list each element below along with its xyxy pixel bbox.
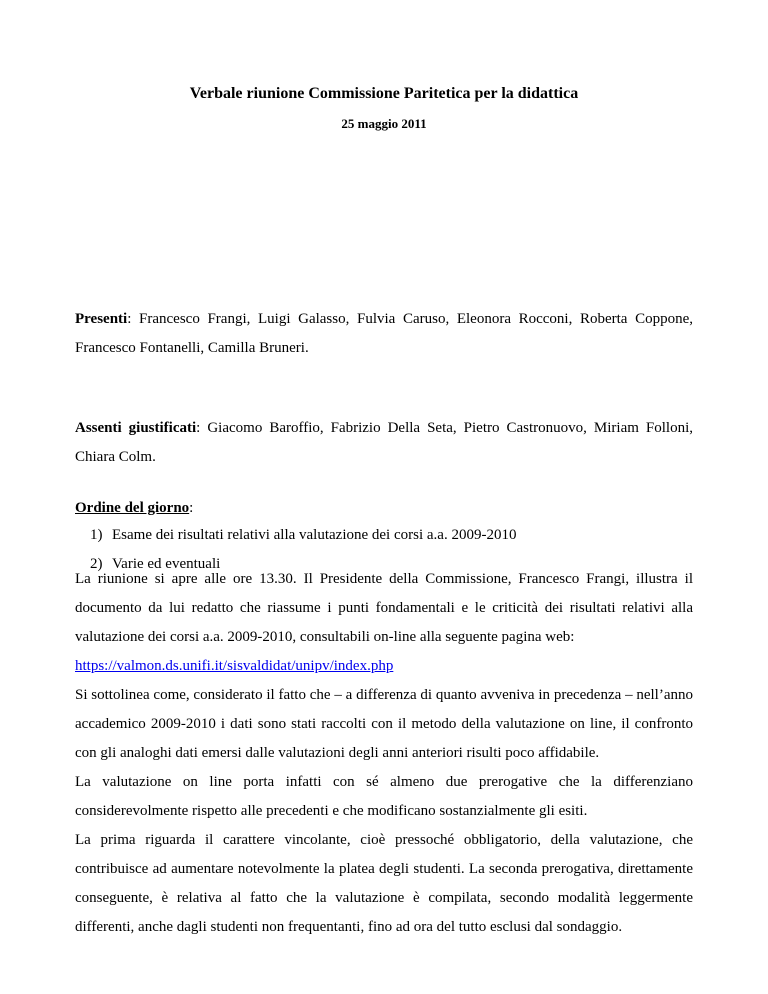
document-date: 25 maggio 2011	[341, 116, 427, 131]
assenti-label: Assenti giustificati	[75, 420, 197, 436]
presenti-paragraph	[75, 305, 693, 363]
list-item-number: 1)	[90, 527, 103, 543]
ordine-colon: :	[189, 500, 194, 516]
body-paragraph-2: Si sottolinea come, considerato il fatto che – a differenza di quanto avveniva in precedenza – nell’anno accademico 2009-2010 i dati sono stati raccolti con il metodo della valutazione on line, il confronto con gli analoghi dati emersi dalle valutazioni degli anni anteriori risulti poco affidabile.	[75, 687, 693, 761]
list-item	[90, 521, 516, 550]
list-item-text: Esame dei risultati relativi alla valutazione dei corsi a.a. 2009-2010	[112, 527, 517, 543]
assenti-paragraph	[75, 414, 693, 472]
presenti-label: Presenti	[75, 311, 128, 327]
document-title: Verbale riunione Commissione Paritetica per la didattica	[189, 85, 579, 102]
assenti-names: : Giacomo Baroffio, Fabrizio Della Seta, Pietro Castronuovo, Miriam Folloni, Chiara Colm.	[75, 420, 693, 465]
body-paragraph-4: La prima riguarda il carattere vincolante, cioè pressoché obbligatorio, della valutazione, che contribuisce ad aumentare notevolmente la platea degli studenti. La seconda prerogativa, direttamente conseguente, è relativa al fatto che la valutazione è compilata, secondo modalità leggermente differenti, anche dagli studenti non frequentanti, fino ad ora del tutto esclusi dal sondaggio.	[75, 832, 693, 935]
body-paragraph-3: La valutazione on line porta infatti con sé almeno due prerogative che la differenziano considerevolmente rispetto alle precedenti e che modificano sostanzialmente gli esiti.	[75, 774, 693, 819]
ordine-label: Ordine del giorno	[75, 500, 190, 516]
presenti-names: : Francesco Frangi, Luigi Galasso, Fulvia Caruso, Eleonora Rocconi, Roberta Coppone, Francesco Fontanelli, Camilla Bruneri.	[75, 311, 693, 356]
minutes-body	[75, 565, 693, 942]
body-paragraph-1: La riunione si apre alle ore 13.30. Il Presidente della Commissione, Francesco Frangi, illustra il documento da lui redatto che riassume i punti fondamentali e le criticità dei risultati relativi alla valutazione dei corsi a.a. 2009-2010, consultabili on-line alla seguente pagina web:	[75, 571, 693, 645]
ordine-del-giorno-heading	[75, 494, 693, 523]
list-item-text: Varie ed eventuali	[112, 556, 221, 572]
list-item-number: 2)	[90, 556, 103, 572]
valutazione-link[interactable]: https://valmon.ds.unifi.it/sisvaldidat/unipv/index.php	[75, 658, 394, 674]
